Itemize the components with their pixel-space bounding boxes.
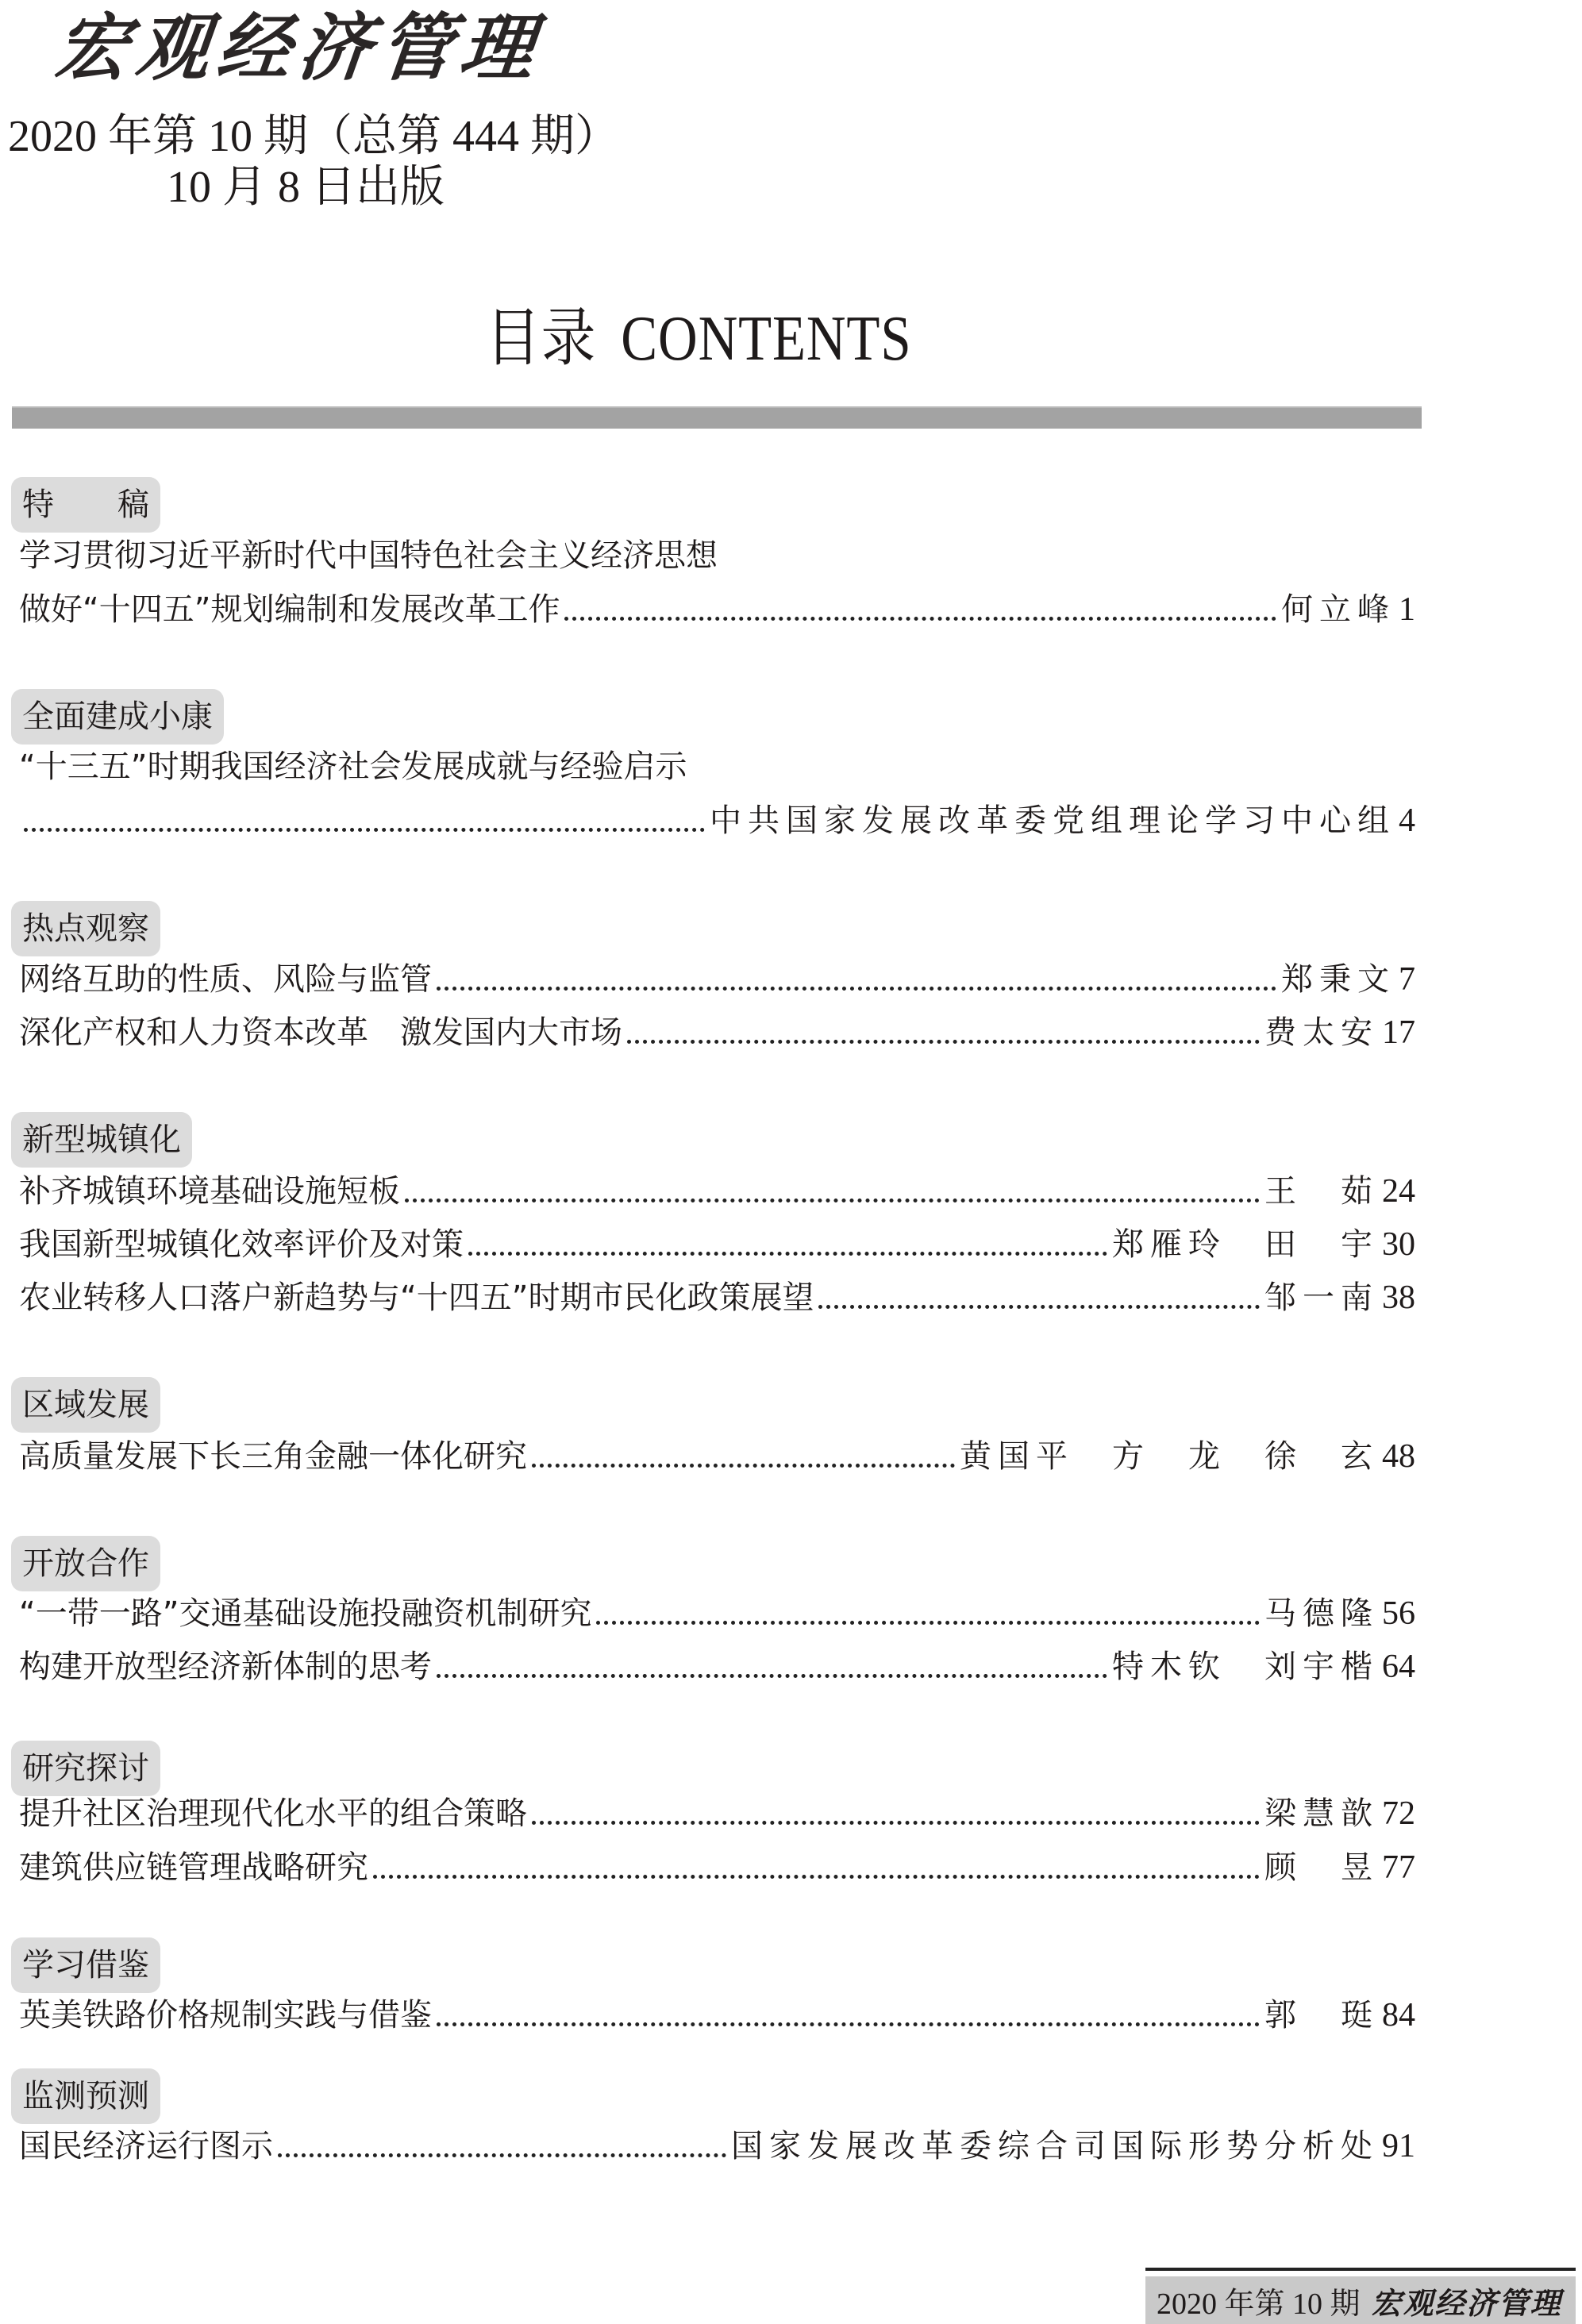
entry-author: 梁慧歆 [1264,1795,1379,1832]
toc-entry[interactable] [19,1434,1415,1479]
leader-dots [437,987,1276,991]
entry-page: 91 [1382,2128,1415,2164]
leader-dots [24,828,705,832]
page-title [486,306,911,372]
entry-author: 费太安 [1264,1014,1379,1051]
footer-rule [1145,2268,1576,2271]
entry-page: 77 [1382,1849,1415,1886]
entry-author: 邹一南 [1264,1279,1379,1316]
entry-title: 高质量发展下长三角金融一体化研究 [19,1438,527,1475]
toc-entry[interactable] [19,1010,1415,1055]
section-label-opening: 开放合作 [11,1536,160,1591]
leader-dots [596,1621,1260,1625]
toc-entry[interactable] [19,798,1415,843]
section-label-research: 研究探讨 [11,1741,160,1796]
entry-title: 构建开放型经济新体制的思考 [19,1649,432,1685]
leader-dots [437,2022,1260,2026]
entry-page: 1 [1399,591,1415,628]
entry-title: “十三五”时期我国经济社会发展成就与经验启示 [19,748,687,785]
entry-page: 7 [1399,961,1415,998]
entry-page: 64 [1382,1649,1415,1685]
publication-date: 10 月 8 日出版 [167,163,445,212]
title-divider-bar [12,406,1422,429]
entry-page: 48 [1382,1438,1415,1475]
toc-entry[interactable] [19,1222,1415,1267]
footer-issue: 2020 年第 10 期 [1157,2287,1361,2321]
leader-dots [278,2153,726,2157]
leader-dots [437,1674,1107,1678]
entry-page: 38 [1382,1279,1415,1316]
toc-entry[interactable] [19,1791,1415,1836]
issue-line: 2020 年第 10 期（总第 444 期） [8,112,619,161]
section-label-urbanization: 新型城镇化 [11,1112,192,1168]
entry-title: 深化产权和人力资本改革 激发国内大市场 [19,1014,622,1051]
leader-dots [532,1464,955,1468]
entry-title: “一带一路”交通基础设施投融资机制研究 [19,1595,592,1632]
toc-entry[interactable] [19,1169,1415,1214]
leader-dots [818,1305,1260,1309]
toc-entry[interactable] [19,587,1415,632]
leader-dots [468,1252,1107,1256]
entry-title: 农业转移人口落户新趋势与“十四五”时期市民化政策展望 [19,1279,814,1316]
entry-title: 英美铁路价格规制实践与借鉴 [19,1997,432,2034]
masthead-logo: 宏观经济管理 [51,5,546,90]
entry-page: 84 [1382,1997,1415,2034]
toc-entry[interactable] [19,745,1415,789]
toc-entry[interactable] [19,1591,1415,1636]
entry-page: 4 [1399,802,1415,839]
toc-entry[interactable] [19,1276,1415,1320]
toc-entry[interactable] [19,1993,1415,2037]
entry-author: 中共国家发展改革委党组理论学习中心组 [710,802,1395,839]
entry-title: 做好“十四五”规划编制和发展改革工作 [19,591,560,628]
entry-page: 17 [1382,1014,1415,1051]
toc-entry[interactable] [19,957,1415,1002]
entry-title: 网络互助的性质、风险与监管 [19,961,432,998]
entry-page: 56 [1382,1595,1415,1632]
section-label-hotspot: 热点观察 [11,901,160,956]
toc-entry[interactable] [19,1645,1415,1689]
entry-page: 72 [1382,1795,1415,1832]
entry-author: 郑雁玲 田 宇 [1112,1226,1379,1263]
entry-title: 建筑供应链管理战略研究 [19,1849,368,1886]
section-label-monitoring: 监测预测 [11,2068,160,2124]
toc-entry[interactable] [19,2124,1415,2168]
entry-author: 何立峰 [1281,591,1395,628]
entry-author: 郭 珽 [1264,1997,1379,2034]
entry-author: 国家发展改革委综合司国际形势分析处 [731,2128,1379,2164]
contents-title-zh: 目录 [486,304,597,374]
entry-page: 30 [1382,1226,1415,1263]
toc-entry[interactable] [19,533,1415,578]
leader-dots [564,617,1276,621]
entry-author: 王 茹 [1264,1173,1379,1210]
entry-title: 补齐城镇环境基础设施短板 [19,1173,400,1210]
entry-title: 国民经济运行图示 [19,2128,273,2164]
leader-dots [373,1875,1260,1879]
section-label-regional: 区域发展 [11,1377,160,1433]
footer-masthead-logo: 宏观经济管理 [1371,2284,1562,2321]
toc-entry[interactable] [19,1845,1415,1890]
entry-title: 我国新型城镇化效率评价及对策 [19,1226,464,1263]
entry-author: 顾 昱 [1264,1849,1379,1886]
section-label-special: 特 稿 [11,477,160,533]
section-label-learning: 学习借鉴 [11,1937,160,1993]
leader-dots [405,1199,1260,1202]
entry-title: 提升社区治理现代化水平的组合策略 [19,1795,527,1832]
entry-author: 黄国平 方 龙 徐 玄 [960,1438,1379,1475]
leader-dots [532,1821,1260,1825]
entry-page: 24 [1382,1173,1415,1210]
page-footer [1145,2276,1576,2324]
leader-dots [627,1040,1260,1044]
entry-author: 特木钦 刘宇楷 [1112,1649,1379,1685]
contents-title-en: CONTENTS [621,304,912,374]
entry-author: 郑秉文 [1281,961,1395,998]
entry-author: 马德隆 [1264,1595,1379,1632]
section-label-xiaokang: 全面建成小康 [11,689,224,745]
entry-title: 学习贯彻习近平新时代中国特色社会主义经济思想 [19,537,718,574]
